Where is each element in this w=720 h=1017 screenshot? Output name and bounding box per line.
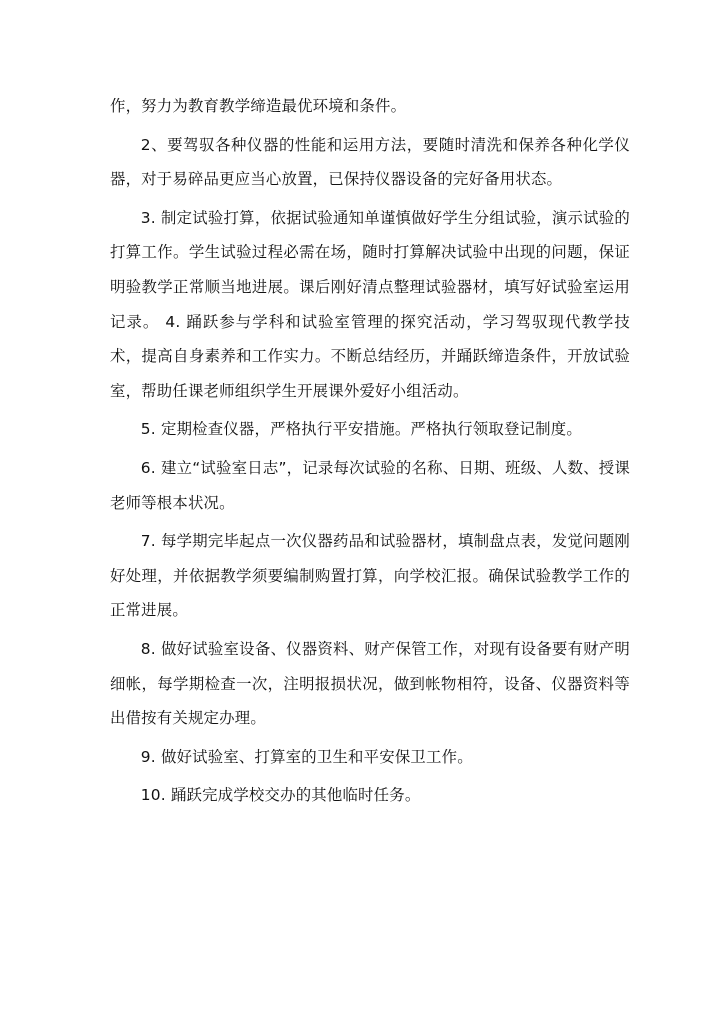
paragraph-item-6: 6. 建立“试验室日志”，记录每次试验的名称、日期、班级、人数、授课老师等根本状况。 (110, 458, 630, 512)
paragraph-continuation: 作，努力为教育教学缔造最优环境和条件。 (110, 97, 407, 115)
document-body (110, 89, 630, 817)
paragraph-item-9: 9. 做好试验室、打算室的卫生和平安保卫工作。 (140, 747, 473, 766)
paragraph-item-5: 5. 定期检查仪器，严格执行平安措施。严格执行领取登记制度。 (140, 420, 582, 439)
paragraph-item-7: 7. 每学期完毕起点一次仪器药品和试验器材，填制盘点表，发觉问题刚好处理，并依据教学须要编制购置打算，向学校汇报。确保试验教学工作的正常进展。 (110, 532, 630, 620)
paragraph-item-8: 8. 做好试验室设备、仪器资料、财产保管工作，对现有设备要有财产明细帐，每学期检查一次，注明报损状况，做到帐物相符，设备、仪器资料等出借按有关规定办理。 (110, 639, 630, 728)
paragraph-item-10: 10. 踊跃完成学校交办的其他临时任务。 (140, 786, 421, 805)
paragraph-item-3-4: 3. 制定试验打算，依据试验通知单谨慎做好学生分组试验，演示试验的打算工作。学生试验过程必需在场，随时打算解决试验中出现的问题，保证明验教学正常顺当地进展。课后刚好清点整理试验器材，填写好试验室运用记录。 4. 踊跃参与学科和试验室管理的探究活动，学习驾驭现代教学技术，提高自身素养和工作实力。不断总结经历，并踊跃缔造条件，开放试验室，帮助任课老师组织学生开展课外爱好小组活动。 (110, 208, 630, 400)
paragraph-item-2: 2、要驾驭各种仪器的性能和运用方法，要随时清洗和保养各种化学仪器，对于易碎品更应当心放置，已保持仪器设备的完好备用状态。 (110, 135, 630, 189)
